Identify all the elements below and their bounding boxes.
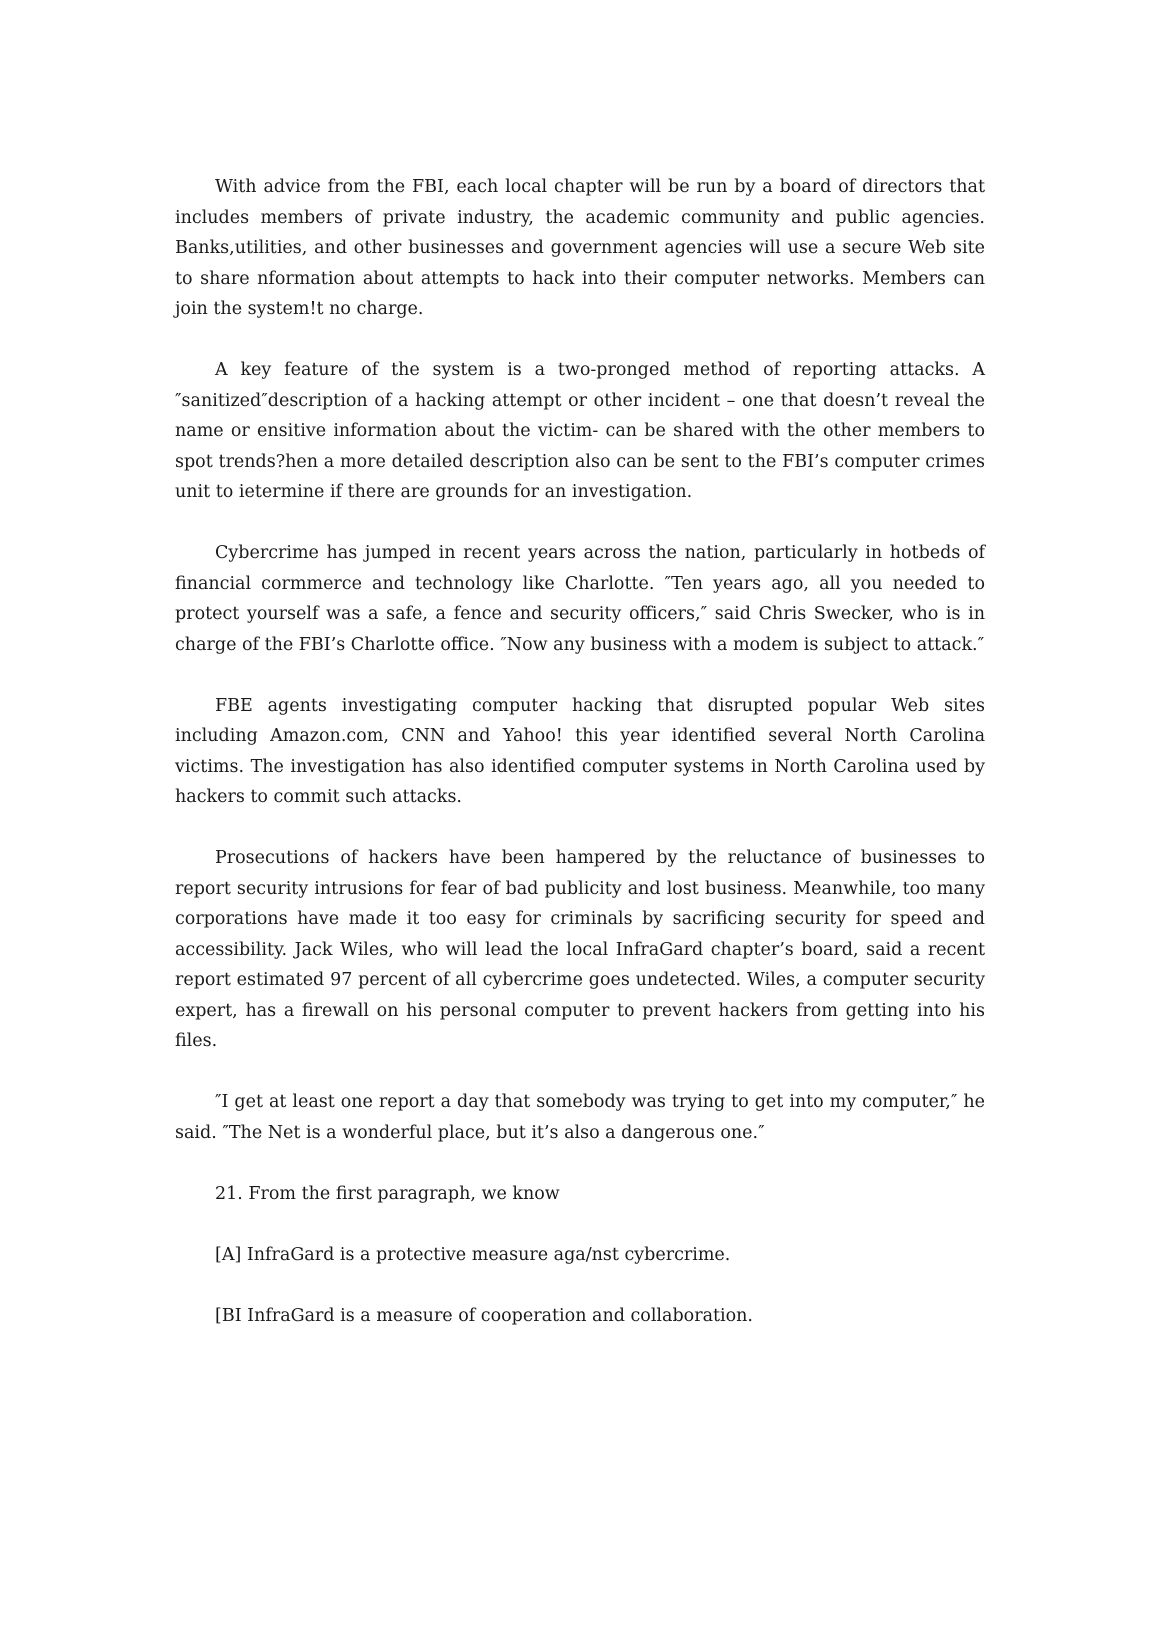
paragraph-5: Prosecutions of hackers have been hampered by the reluctance of businesses to report security intrusions for fear of bad publicity and lost business. Meanwhile, too many corporations have made it too easy for criminals by sacrificing security for speed and accessibility. Jack Wiles, who will lead the local InfraGard chapter’s board, said a recent report estimated 97 percent of all cybercrime goes undetected. Wiles, a computer security expert, has a firewall on his personal computer to prevent hackers from getting into his files. [175, 848, 985, 1051]
question-stem: 21. From the first paragraph, we know [215, 1183, 560, 1204]
paragraph-1: With advice from the FBI, each local chapter will be run by a board of directors that includes members of private industry, the academic community and public agencies. Banks,utilities, and other businesses and government agencies will use a secure Web site to share nformation about attempts to hack into their computer networks. Members can join the system!t no charge. [175, 177, 985, 319]
paragraph-3: Cybercrime has jumped in recent years across the nation, particularly in hotbeds of financial cormmerce and technology like Charlotte. ″Ten years ago, all you needed to protect yourself was a safe, a fence and security officers,″ said Chris Swecker, who is in charge of the FBI’s Charlotte office. ″Now any business with a modem is subject to attack.″ [175, 543, 985, 655]
paragraph-4: FBE agents investigating computer hacking that disrupted popular Web sites including Amazon.com, CNN and Yahoo! this year identified several North Carolina victims. The investigation has also identified computer systems in North Carolina used by hackers to commit such attacks. [175, 695, 985, 807]
paragraph-6: ″I get at least one report a day that somebody was trying to get into my computer,″ he said. ″The Net is a wonderful place, but it’s also a dangerous one.″ [175, 1092, 985, 1143]
paragraph-2: A key feature of the system is a two-pronged method of reporting attacks. A ″sanitized″description of a hacking attempt or other incident – one that doesn’t reveal the name or ensitive information about the victim- can be shared with the other members to spot trends?hen a more detailed description also can be sent to the FBI’s computer crimes unit to ietermine if there are grounds for an investigation. [175, 360, 985, 502]
article-body [175, 172, 985, 1362]
question-option-a: [A] InfraGard is a protective measure aga/nst cybercrime. [215, 1244, 731, 1265]
question-option-b: [BI InfraGard is a measure of cooperation and collaboration. [215, 1305, 753, 1326]
